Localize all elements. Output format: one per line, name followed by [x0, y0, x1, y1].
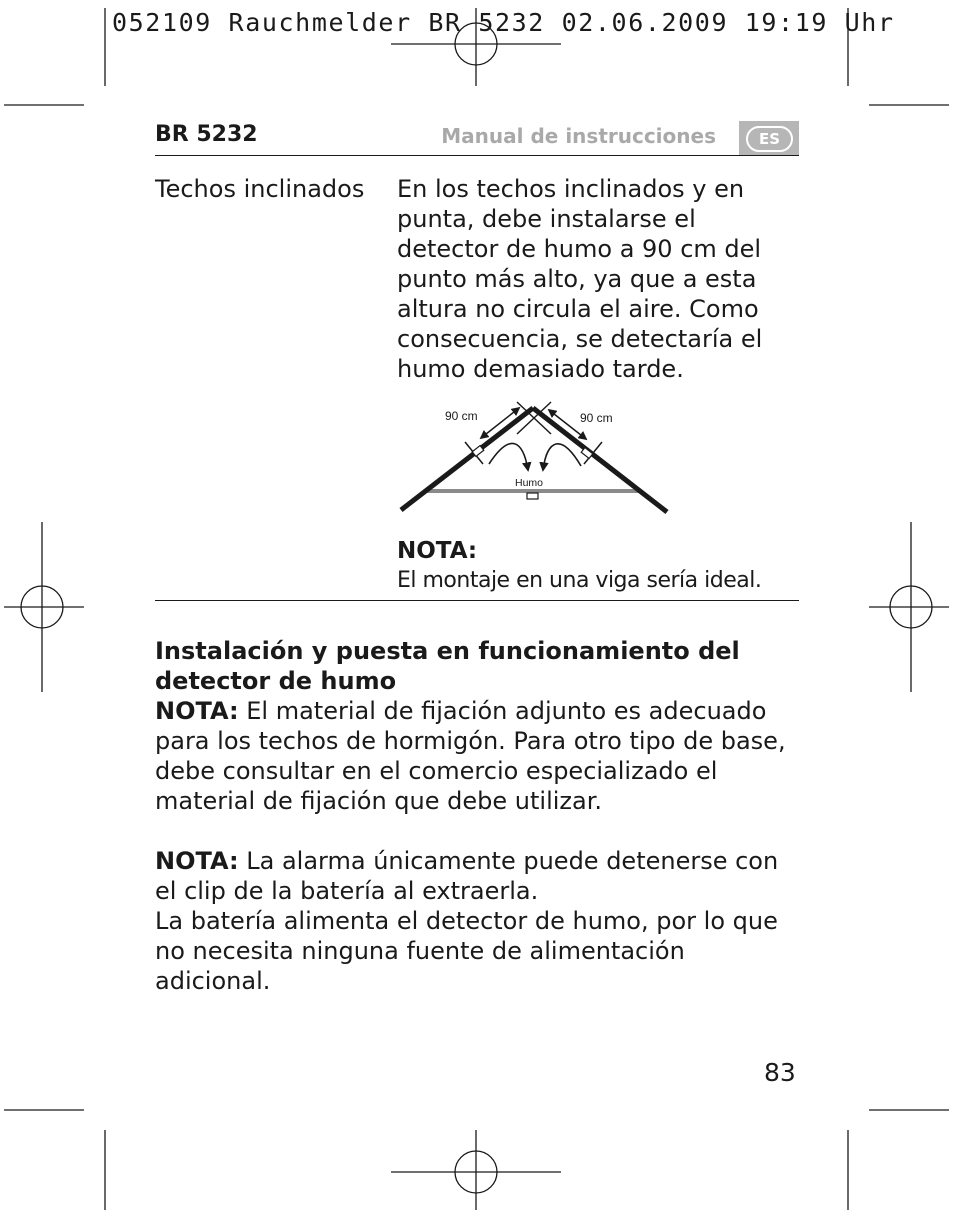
language-code: ES [746, 126, 793, 152]
header-rule [155, 155, 799, 156]
header-manual-title: Manual de instrucciones [441, 124, 716, 148]
installation-note-label: NOTA: [155, 697, 239, 725]
alarm-note-text: La alarma únicamente puede detenerse con el clip de la batería al extraerla. [155, 847, 779, 905]
alarm-note-label: NOTA: [155, 847, 239, 875]
roof-left [401, 408, 533, 510]
note-title: NOTA: [397, 538, 478, 564]
sloped-ceiling-diagram [395, 398, 685, 523]
detector-left [472, 446, 484, 457]
detector-beam [527, 493, 538, 499]
note-text: El montaje en una viga sería ideal. [397, 568, 762, 593]
sloped-ceilings-text: En los techos inclinados y en punta, debe instalarse el detector de humo a 90 cm del punto más alto, ya que a esta altura no circula el aire. Como consecuencia, se detectaría el humo demasiado tarde. [397, 175, 763, 383]
language-badge [739, 121, 799, 155]
section-rule [155, 600, 799, 601]
battery-text: La batería alimenta el detector de humo, por lo que no necesita ninguna fuente de alimentación adicional. [155, 907, 778, 995]
print-slug: 052109 Rauchmelder BR 5232 02.06.2009 19:19 Uhr [112, 8, 895, 37]
label-humo: Humo [515, 477, 544, 489]
label-90cm-left: 90 cm [445, 409, 478, 423]
installation-heading: Instalación y puesta en funcionamiento del detector de humo [155, 637, 740, 695]
installation-note-text: El material de fijación adjunto es adecuado para los techos de hormigón. Para otro tipo de base, debe consultar en el comercio especializado el material de fijación que debe utilizar. [155, 697, 786, 815]
header-model: BR 5232 [155, 122, 258, 147]
label-90cm-right: 90 cm [580, 411, 613, 425]
installation-section [155, 636, 803, 816]
alarm-section [155, 846, 803, 996]
page-number: 83 [764, 1058, 796, 1087]
detector-right [581, 448, 593, 459]
sloped-ceilings-label: Techos inclinados [155, 175, 365, 203]
